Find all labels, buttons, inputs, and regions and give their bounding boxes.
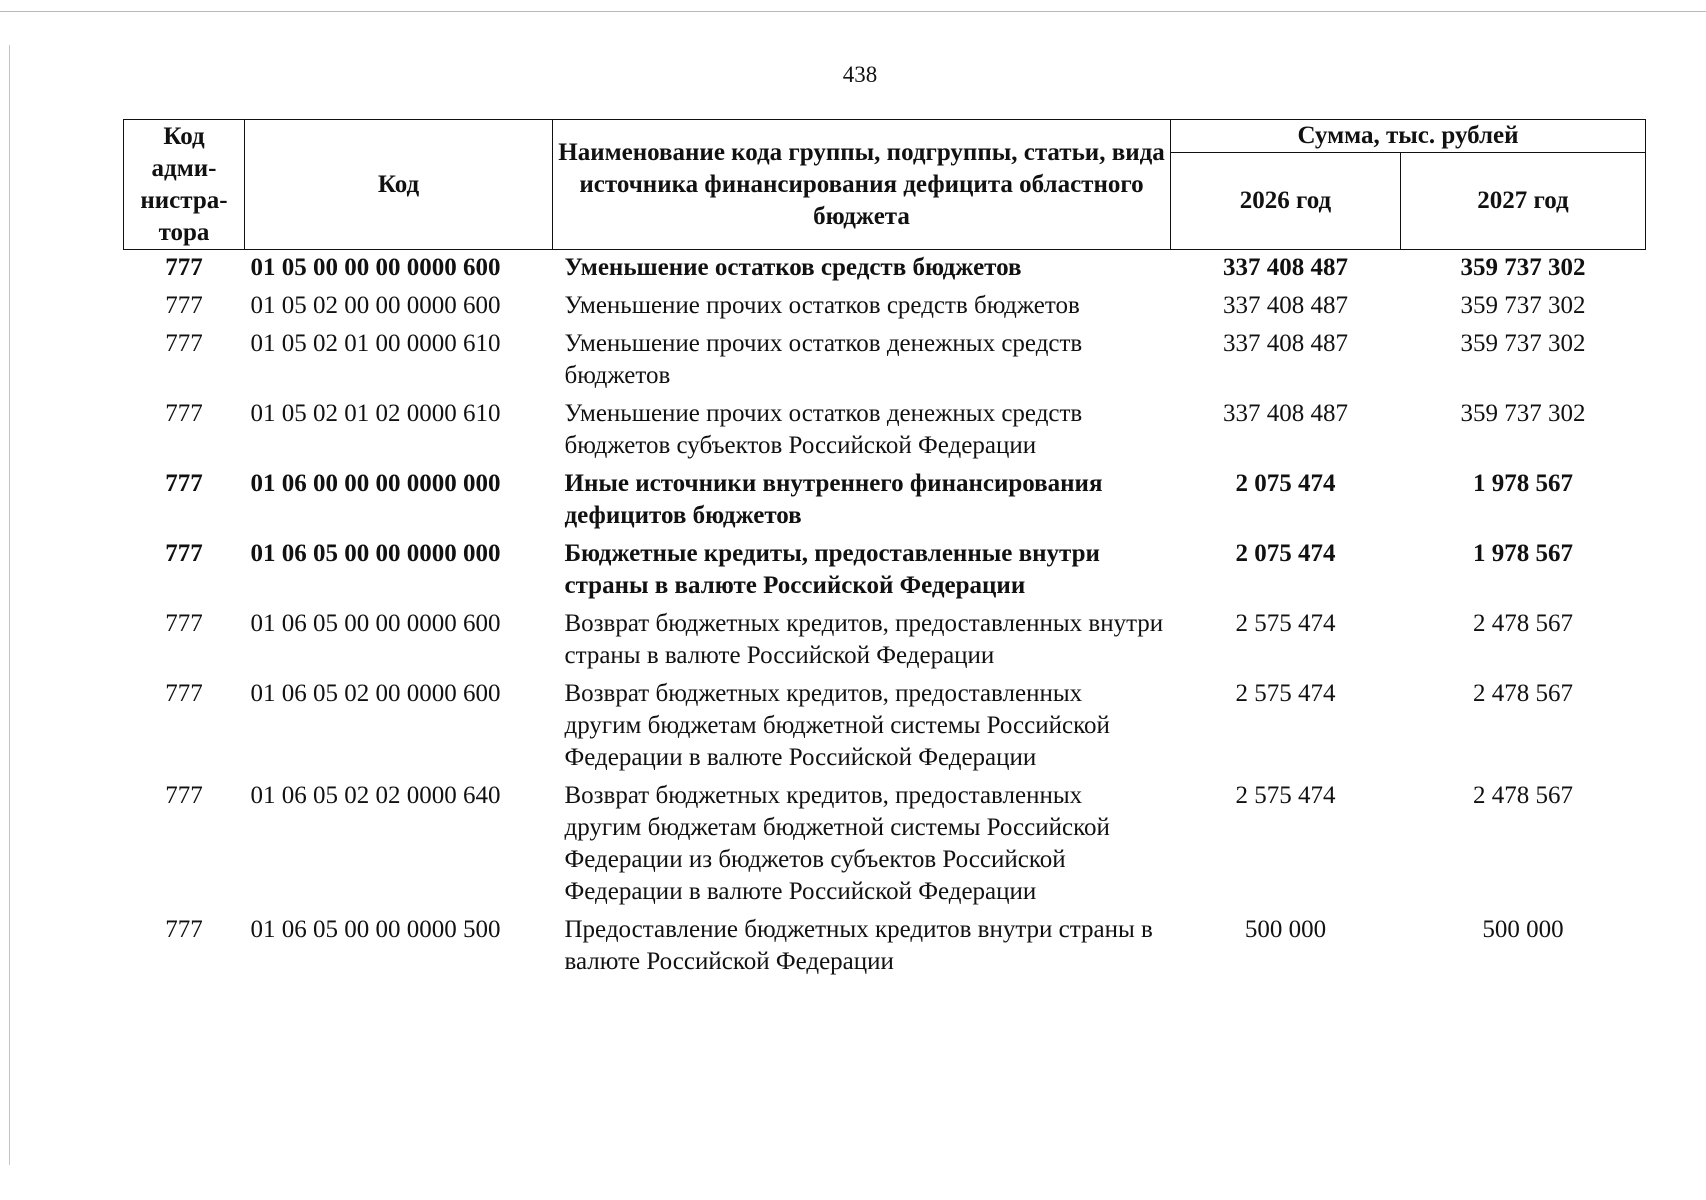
cell-sum-2027: 1 978 567 [1473,540,1573,567]
cell-name: Уменьшение прочих остатков денежных средств бюджетов субъектов Российской Федерации [564,400,1083,459]
cell-sum-2026: 2 075 474 [1235,470,1336,497]
table-row [124,398,1646,468]
cell-sum-2027: 359 737 302 [1460,292,1586,319]
cell-code: 01 06 05 02 02 0000 640 [250,782,501,809]
cell-name: Иные источники внутреннего финансирования дефицитов бюджетов [564,470,1103,529]
cell-name: Уменьшение прочих остатков средств бюджетов [564,292,1080,319]
table-row [124,328,1646,398]
header-name: Наименование кода группы, подгруппы, статьи, вида источника финансирования дефицита областного бюджета [553,120,1171,250]
cell-sum-2027: 359 737 302 [1460,330,1586,357]
cell-name: Бюджетные кредиты, предоставленные внутри страны в валюте Российской Федерации [564,540,1100,599]
cell-sum-2026: 337 408 487 [1223,292,1348,319]
table-row [124,780,1646,914]
cell-name: Возврат бюджетных кредитов, предоставленных внутри страны в валюте Российской Федерации [564,610,1164,669]
table-body [124,250,1646,985]
cell-sum-2026: 2 575 474 [1235,680,1336,707]
table-header [124,120,1646,250]
cell-sum-2027: 2 478 567 [1473,610,1573,637]
cell-code: 01 06 05 02 00 0000 600 [250,680,501,707]
scan-border-top [0,11,1706,12]
cell-sum-2027: 359 737 302 [1460,400,1586,427]
cell-sum-2027: 2 478 567 [1473,782,1573,809]
table-row [124,468,1646,538]
table-row [124,678,1646,780]
cell-admin-code: 777 [165,680,203,707]
cell-sum-2027: 359 737 302 [1460,254,1586,281]
cell-code: 01 05 02 00 00 0000 600 [250,292,501,319]
cell-admin-code: 777 [165,470,203,497]
cell-code: 01 06 05 00 00 0000 500 [250,916,501,943]
table-row [124,538,1646,608]
cell-code: 01 06 05 00 00 0000 000 [250,540,501,567]
cell-code: 01 06 05 00 00 0000 600 [250,610,501,637]
cell-admin-code: 777 [165,540,203,567]
cell-admin-code: 777 [165,254,203,281]
cell-code: 01 05 02 01 02 0000 610 [250,400,501,427]
cell-admin-code: 777 [165,330,203,357]
cell-sum-2027: 500 000 [1482,916,1564,943]
header-year-2027: 2027 год [1401,153,1646,250]
header-year-2026: 2026 год [1171,153,1401,250]
cell-admin-code: 777 [165,400,203,427]
cell-code: 01 06 00 00 00 0000 000 [250,470,501,497]
header-code: Код [245,120,553,250]
cell-name: Уменьшение прочих остатков денежных средств бюджетов [564,330,1083,389]
cell-sum-2026: 337 408 487 [1223,330,1348,357]
scan-border-left [9,45,10,1165]
cell-name: Возврат бюджетных кредитов, предоставленных другим бюджетам бюджетной системы Российской Федерации из бюджетов субъектов Российской Федерации в валюте Российской Федерации [564,782,1110,905]
page-number: 438 [842,62,878,87]
cell-name: Предоставление бюджетных кредитов внутри страны в валюте Российской Федерации [564,916,1153,975]
header-sum: Сумма, тыс. рублей [1171,120,1646,153]
cell-admin-code: 777 [165,782,203,809]
cell-sum-2026: 2 575 474 [1235,782,1336,809]
cell-admin-code: 777 [165,610,203,637]
table-row [124,608,1646,678]
table-row [124,250,1646,291]
cell-sum-2026: 337 408 487 [1223,400,1348,427]
cell-sum-2026: 2 075 474 [1235,540,1336,567]
cell-code: 01 05 00 00 00 0000 600 [250,254,501,281]
cell-admin-code: 777 [165,292,203,319]
cell-name: Уменьшение остатков средств бюджетов [564,254,1022,281]
header-admin-code: Код адми-нистра-тора [124,120,245,250]
cell-sum-2026: 2 575 474 [1235,610,1336,637]
table-row [124,914,1646,984]
financing-sources-table [123,119,1646,984]
cell-sum-2026: 500 000 [1244,916,1327,943]
cell-sum-2026: 337 408 487 [1223,254,1348,281]
cell-sum-2027: 2 478 567 [1473,680,1573,707]
cell-code: 01 05 02 01 00 0000 610 [250,330,501,357]
cell-sum-2027: 1 978 567 [1473,470,1573,497]
cell-name: Возврат бюджетных кредитов, предоставленных другим бюджетам бюджетной системы Российской Федерации в валюте Российской Федерации [564,680,1110,771]
cell-admin-code: 777 [165,916,203,943]
table-row [124,290,1646,328]
